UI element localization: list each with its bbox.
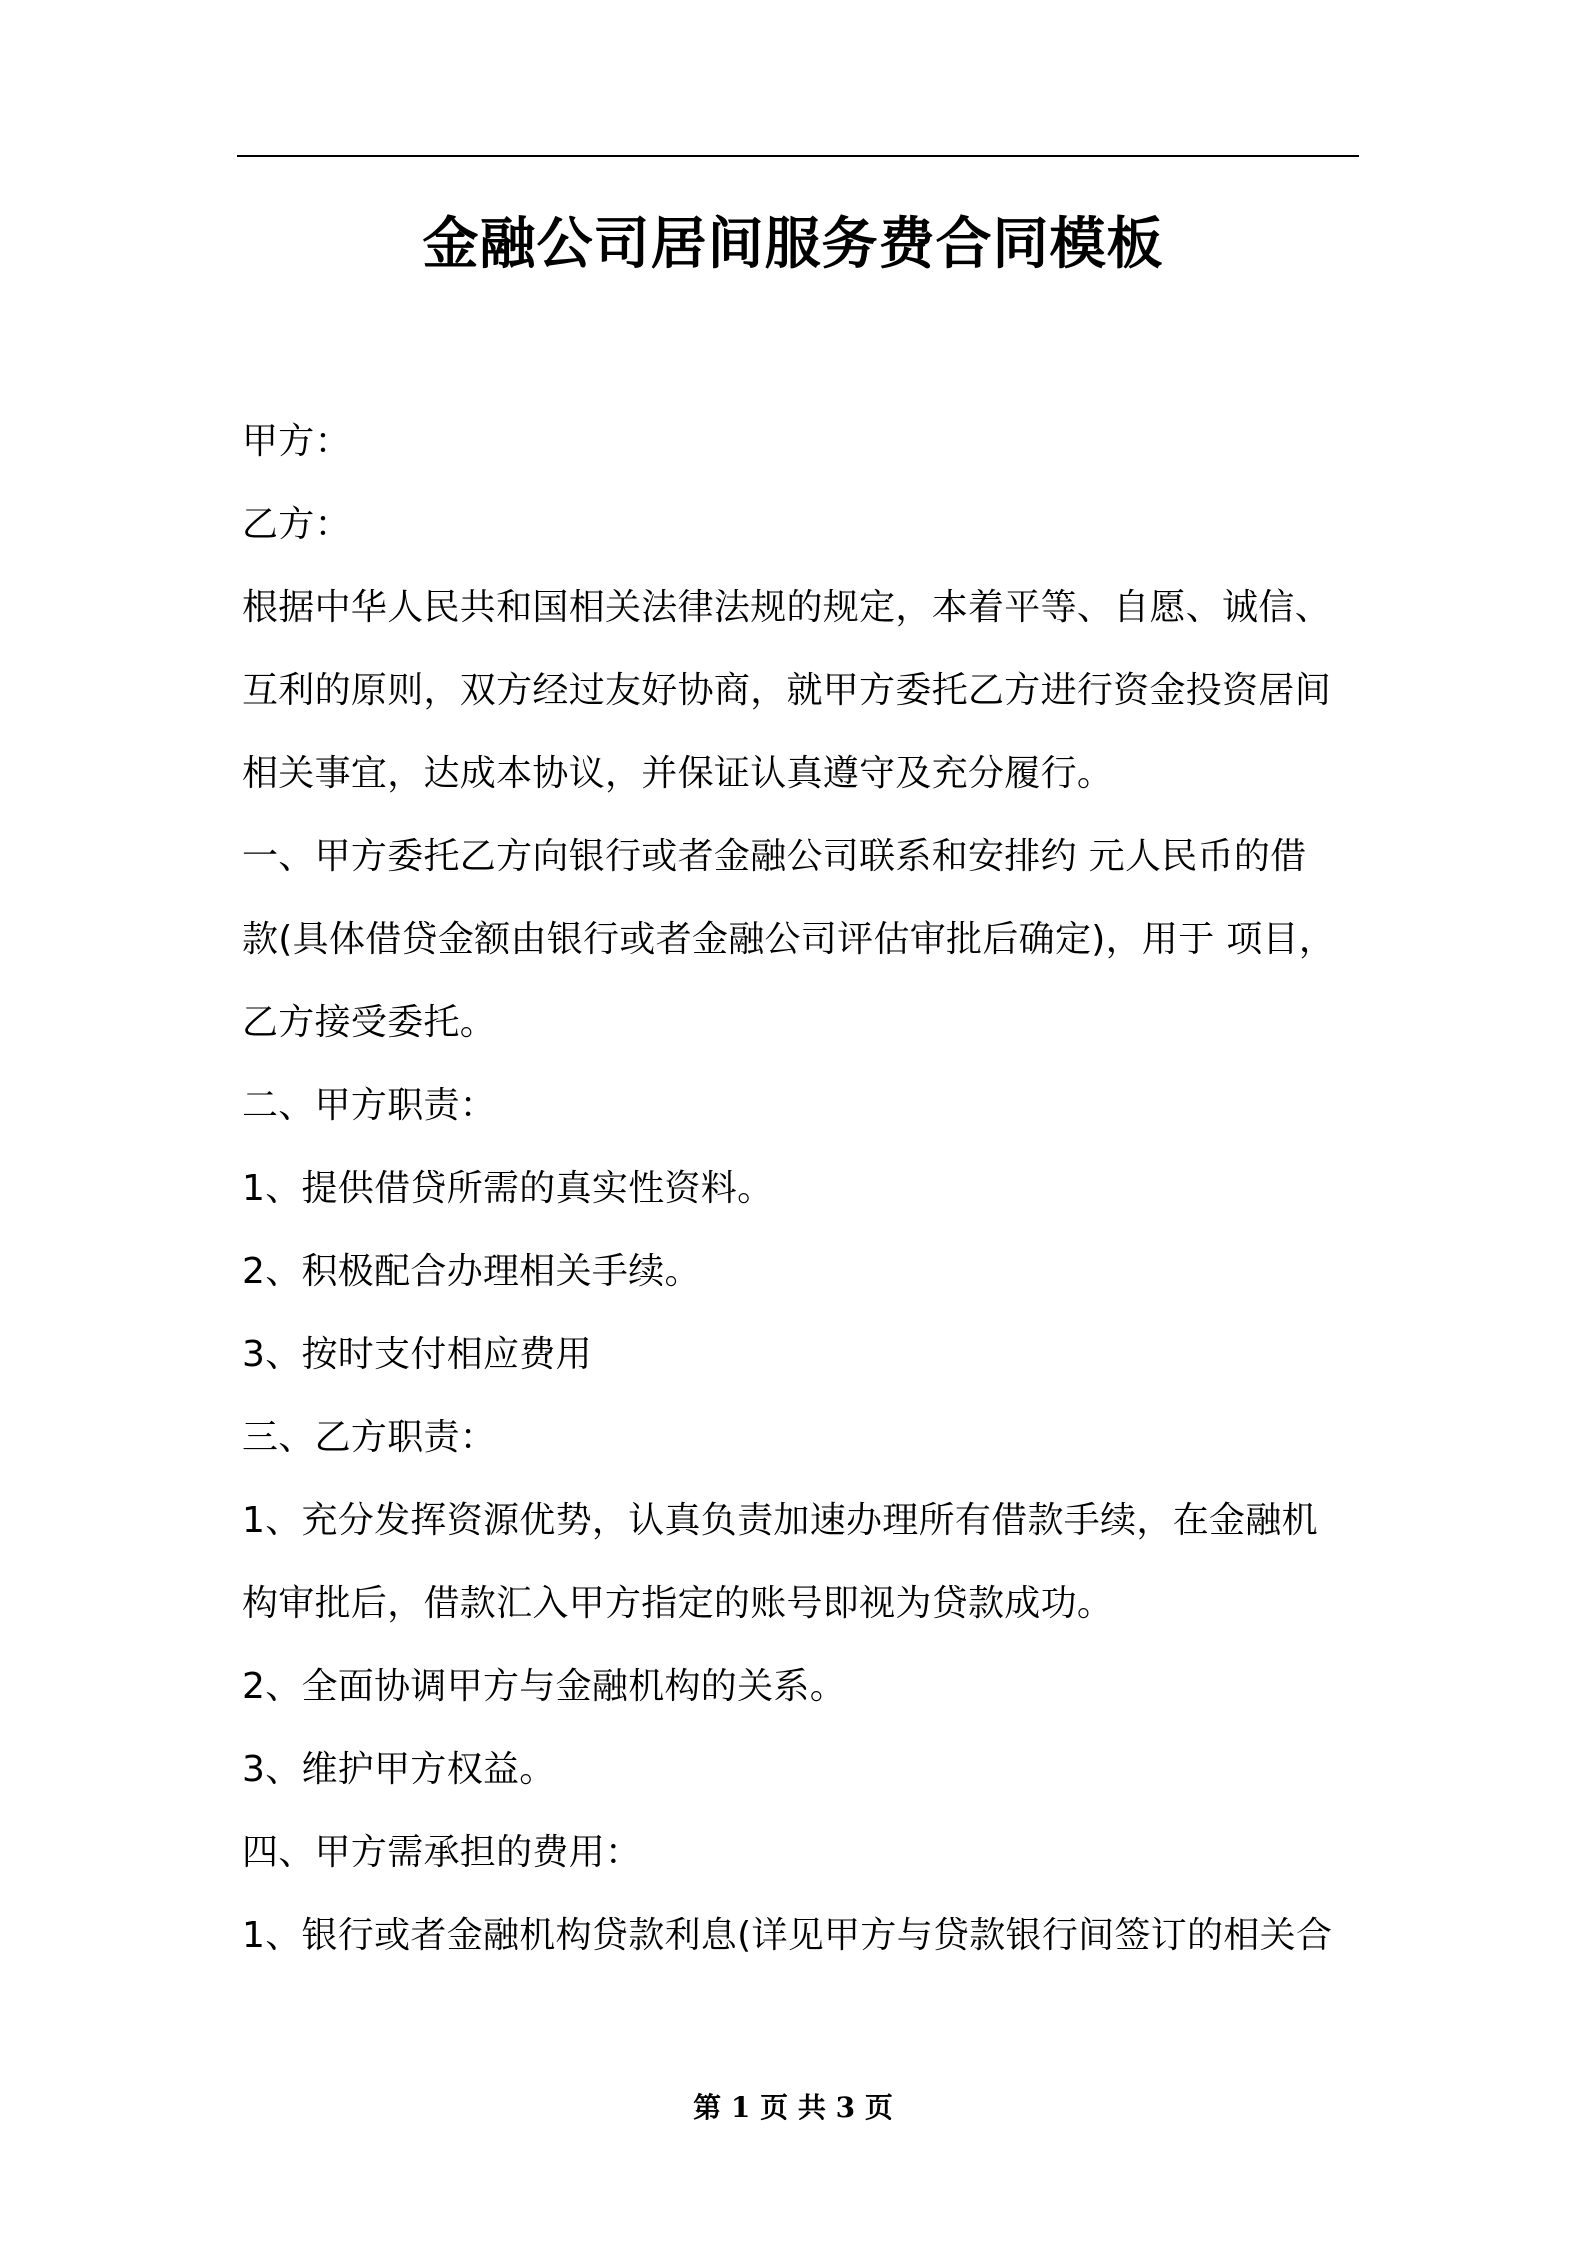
clause-one-line: 乙方接受委托。 [242,1002,497,1043]
document-title: 金融公司居间服务费合同模板 [422,212,1164,277]
party-b-line: 乙方： [242,504,351,545]
section-heading: 三、乙方职责： [242,1417,497,1458]
preamble-line: 根据中华人民共和国相关法律法规的规定，本着平等、自愿、诚信、 [242,587,1332,628]
list-item: 2、全面协调甲方与金融机构的关系。 [242,1666,847,1707]
clause-one-line: 款(具体借贷金额由银行或者金融公司评估审批后确定)，用于 项目， [242,919,1336,960]
header-rule [237,155,1359,157]
document-body [242,400,1362,1977]
list-item: 3、维护甲方权益。 [242,1749,556,1790]
page-number: 第 1 页 共 3 页 [693,2091,893,2124]
list-item: 1、银行或者金融机构贷款利息(详见甲方与贷款银行间签订的相关合 [242,1915,1333,1956]
list-item: 1、充分发挥资源优势，认真负责加速办理所有借款手续，在金融机 [242,1500,1318,1541]
list-item: 2、积极配合办理相关手续。 [242,1251,701,1292]
list-item: 构审批后，借款汇入甲方指定的账号即视为贷款成功。 [242,1583,1114,1624]
list-item: 3、按时支付相应费用 [242,1334,592,1375]
preamble-line: 互利的原则，双方经过友好协商，就甲方委托乙方进行资金投资居间 [242,670,1332,711]
section-heading: 四、甲方需承担的费用： [242,1832,642,1873]
clause-one-line: 一、甲方委托乙方向银行或者金融公司联系和安排约 元人民币的借 [242,836,1307,877]
party-a-line: 甲方： [242,421,351,462]
list-item: 1、提供借贷所需的真实性资料。 [242,1168,774,1209]
preamble-line: 相关事宜，达成本协议，并保证认真遵守及充分履行。 [242,753,1114,794]
section-heading: 二、甲方职责： [242,1085,497,1126]
